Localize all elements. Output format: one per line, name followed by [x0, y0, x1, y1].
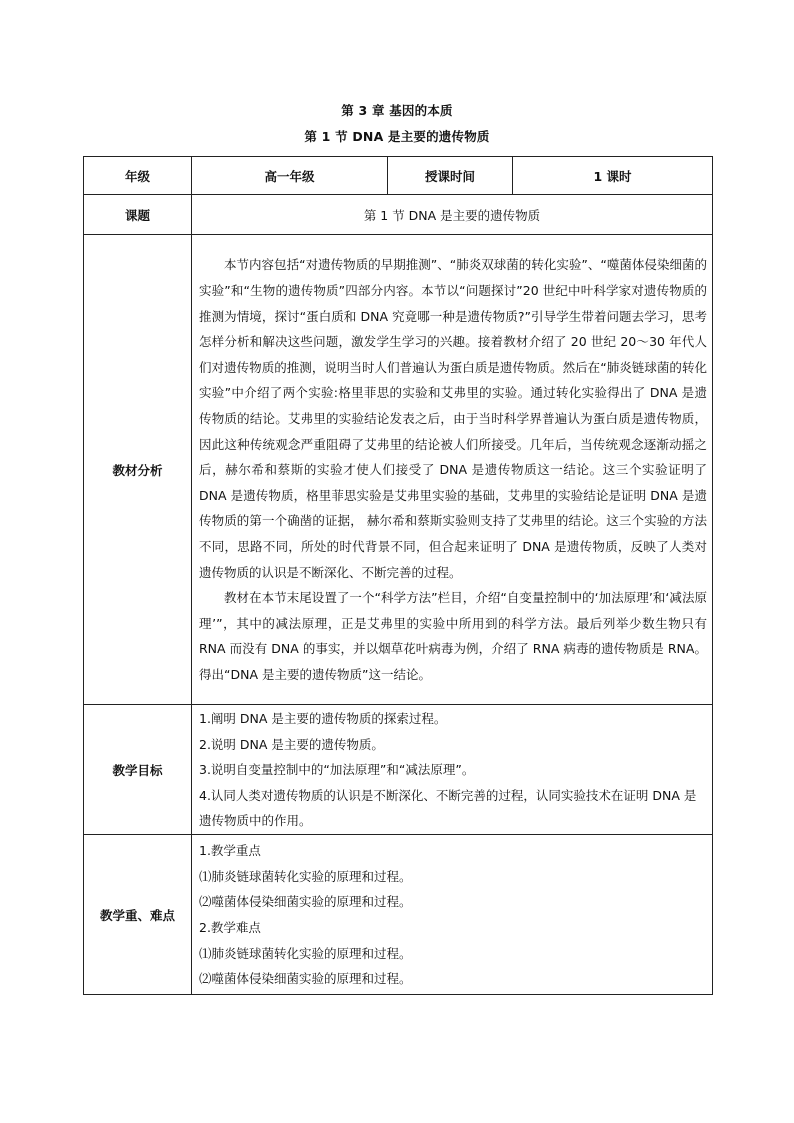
- grade-label: 年级: [84, 157, 192, 195]
- class-time-label: 授课时间: [388, 157, 513, 195]
- topic-value: 第 1 节 DNA 是主要的遗传物质: [192, 195, 713, 235]
- keypoint-item: ⑵噬菌体侵染细菌实验的原理和过程。: [199, 971, 412, 987]
- analysis-paragraph: 本节内容包括“对遗传物质的早期推测”、“肺炎双球菌的转化实验”、“噬菌体侵染细菌的实验”和“生物的遗传物质”四部分内容。本节以“问题探讨”20 世纪中叶科学家对遗传物质的推测为情境，探讨“蛋白质和 DNA 究竟哪一种是遗传物质?”引导学生带着问题去学习，思考怎样分析和解决这些问题，激发学生学习的兴趣。接着教材介绍了 20 世纪 20～30 年代人们对遗传物质的推测，说明当时人们普遍认为蛋白质是遗传物质。然后在“肺炎链球菌的转化实验”中介绍了两个实验:格里菲思的实验和艾弗里的实验。通过转化实验得出了 DNA 是遗传物质的结论。艾弗里的实验结论发表之后，由于当时科学界普遍认为蛋白质是遗传物质，因此这种传统观念严重阻碍了艾弗里的结论被人们所接受。几年后，当传统观念逐渐动摇之后，赫尔希和蔡斯的实验才使人们接受了 DNA 是遗传物质这一结论。这三个实验证明了 DNA 是遗传物质，格里菲思实验是艾弗里实验的基础，艾弗里的实验结论是证明 DNA 是遗传物质的第一个确凿的证据， 赫尔希和蔡斯实验则支持了艾弗里的结论。这三个实验的方法不同，思路不同，所处的时代背景不同，但合起来证明了 DNA 是遗传物质，反映了人类对遗传物质的认识是不断深化、不断完善的过程。: [199, 257, 707, 580]
- goals-content: [192, 705, 713, 835]
- keypoint-item: ⑴肺炎链球菌转化实验的原理和过程。: [199, 868, 412, 884]
- goal-item: 2.说明 DNA 是主要的遗传物质。: [199, 736, 384, 752]
- keypoint-item: 1.教学重点: [199, 843, 261, 859]
- analysis-label: 教材分析: [84, 235, 192, 705]
- goals-label: 教学目标: [84, 705, 192, 835]
- keypoints-row: [84, 835, 713, 995]
- keypoint-item: 2.教学难点: [199, 920, 261, 935]
- analysis-paragraph: 教材在本节末尾设置了一个“科学方法”栏目，介绍“自变量控制中的‘加法原理’和‘减法原理’”，其中的减法原理，正是艾弗里的实验中所用到的科学方法。最后列举少数生物只有 RNA 而没有 DNA 的事实，并以烟草花叶病毒为例，介绍了 RNA 病毒的遗传物质是 RNA。得出“DNA 是主要的遗传物质”这一结论。: [199, 590, 707, 682]
- goals-row: [84, 705, 713, 835]
- analysis-content: [192, 235, 713, 705]
- class-time-value: 1 课时: [513, 157, 713, 195]
- goal-item: 1.阐明 DNA 是主要的遗传物质的探索过程。: [199, 711, 447, 727]
- topic-label: 课题: [84, 195, 192, 235]
- analysis-row: [84, 235, 713, 705]
- goal-item: 3.说明自变量控制中的“加法原理”和“减法原理”。: [199, 762, 475, 778]
- topic-row: [84, 195, 713, 235]
- grade-value: 高一年级: [192, 157, 388, 195]
- keypoint-item: ⑵噬菌体侵染细菌实验的原理和过程。: [199, 894, 412, 910]
- goal-item: 4.认同人类对遗传物质的认识是不断深化、不断完善的过程，认同实验技术在证明 DNA 是遗传物质中的作用。: [199, 787, 697, 829]
- grade-row: [84, 157, 713, 195]
- section-title: 第 1 节 DNA 是主要的遗传物质: [304, 129, 490, 144]
- chapter-title: 第 3 章 基因的本质: [341, 103, 453, 118]
- keypoints-content: [192, 835, 713, 995]
- lesson-plan-table: [83, 156, 713, 995]
- keypoint-item: ⑴肺炎链球菌转化实验的原理和过程。: [199, 945, 412, 961]
- keypoints-label: 教学重、难点: [84, 835, 192, 995]
